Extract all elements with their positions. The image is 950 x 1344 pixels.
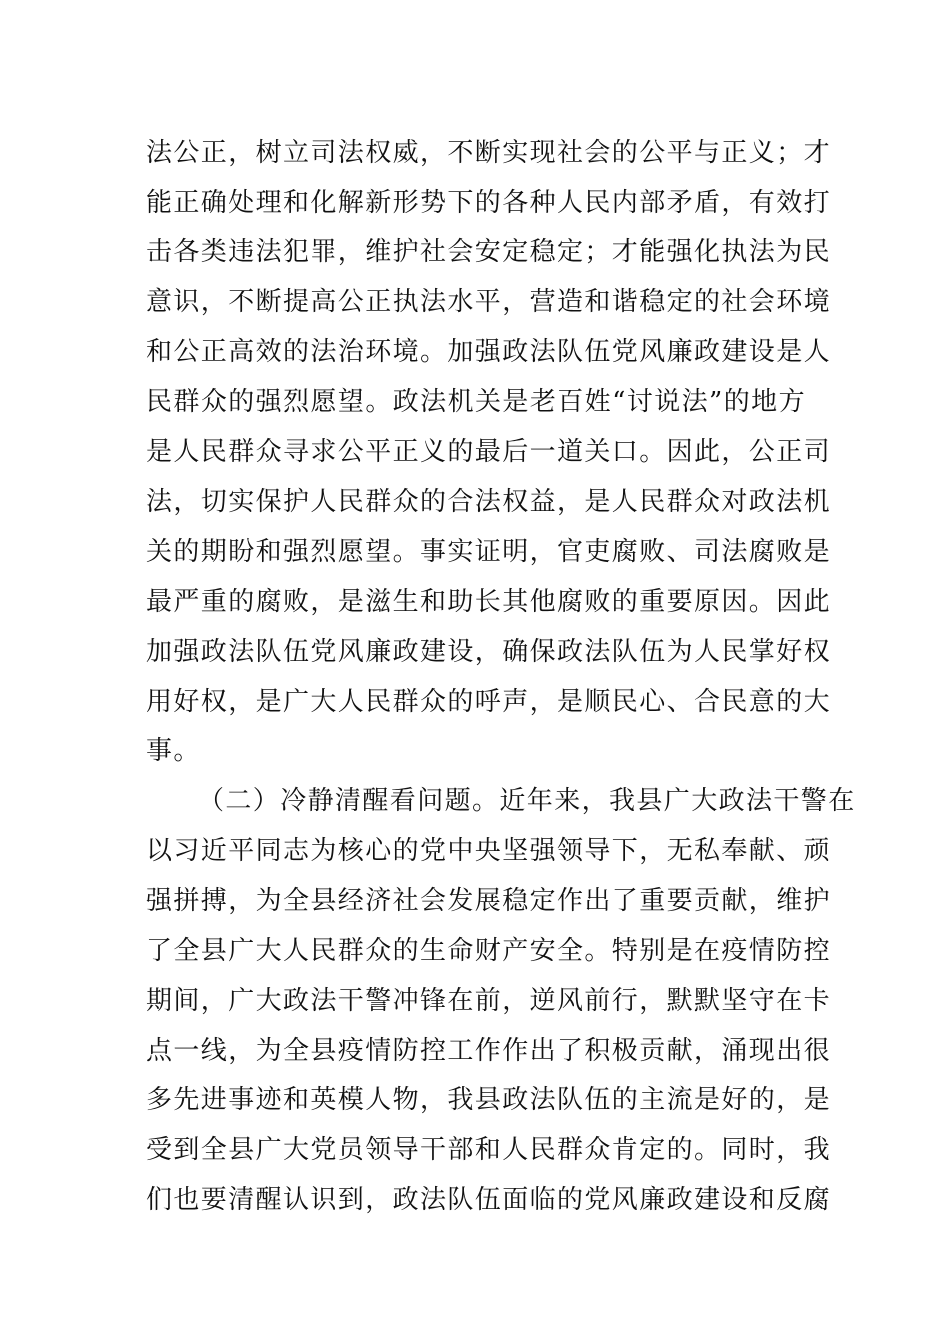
paragraph-1-line-2: 能正确处理和化解新形势下的各种人民内部矛盾，有效打 [146,188,832,218]
paragraph-1-line-3: 击各类违法犯罪，维护社会安定稳定；才能强化执法为民 [146,237,832,267]
paragraph-2-line-6: 点一线，为全县疫情防控工作作出了积极贡献，涌现出很 [146,1036,832,1066]
paragraph-1-line-5: 和公正高效的法治环境。加强政法队伍党风廉政建设是人 [146,337,832,367]
paragraph-2-line-8: 受到全县广大党员领导干部和人民群众肯定的。同时，我 [146,1135,832,1165]
paragraph-2-line-2: 以习近平同志为核心的党中央坚强领导下，无私奉献、顽 [146,836,832,866]
paragraph-1-line-12: 用好权，是广大人民群众的呼声，是顺民心、合民意的大 [146,687,832,717]
paragraph-2-line-4: 了全县广大人民群众的生命财产安全。特别是在疫情防控 [146,936,832,966]
paragraph-1-line-1: 法公正，树立司法权威，不断实现社会的公平与正义；才 [146,138,832,168]
paragraph-2-line-1: （二）冷静清醒看问题。近年来，我县广大政法干警在 [198,786,856,816]
paragraph-1-line-11: 加强政法队伍党风廉政建设，确保政法队伍为人民掌好权 [146,637,832,667]
paragraph-1-line-9: 关的期盼和强烈愿望。事实证明，官吏腐败、司法腐败是 [146,537,832,567]
paragraph-1-line-10: 最严重的腐败，是滋生和助长其他腐败的重要原因。因此 [146,587,832,617]
paragraph-1-line-4: 意识，不断提高公正执法水平，营造和谐稳定的社会环境 [146,287,832,317]
paragraph-1-line-8: 法，切实保护人民群众的合法权益，是人民群众对政法机 [146,487,832,517]
paragraph-2-line-3: 强拼搏，为全县经济社会发展稳定作出了重要贡献，维护 [146,886,832,916]
paragraph-2-line-7: 多先进事迹和英模人物，我县政法队伍的主流是好的，是 [146,1085,832,1115]
paragraph-1-line-7: 是人民群众寻求公平正义的最后一道关口。因此，公正司 [146,437,832,467]
paragraph-2-line-9: 们也要清醒认识到，政法队伍面临的党风廉政建设和反腐 [146,1185,832,1215]
paragraph-2-line-5: 期间，广大政法干警冲锋在前，逆风前行，默默坚守在卡 [146,986,832,1016]
paragraph-1-line-6: 民群众的强烈愿望。政法机关是老百姓“讨说法”的地方 [146,387,806,417]
paragraph-1-line-13: 事。 [146,736,201,766]
